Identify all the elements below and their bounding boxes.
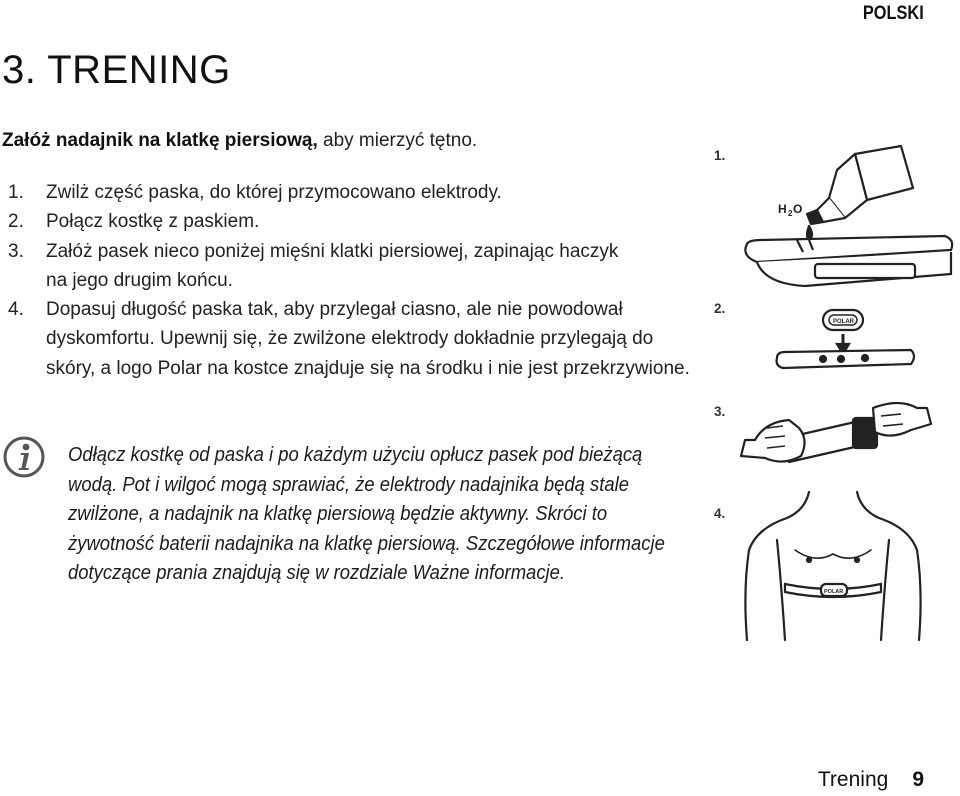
intro-text bbox=[2, 130, 477, 152]
step-text: Zwilż część paska, do której przymocowano elektrody. bbox=[46, 182, 502, 203]
step-text: Załóż pasek nieco poniżej mięśni klatki piersiowej, zapinając haczyk na jego drugim końcu. bbox=[46, 240, 619, 291]
water-label: H bbox=[778, 202, 787, 216]
footer-section-name: Trening bbox=[817, 768, 889, 791]
illustration-label-2: 2. bbox=[714, 301, 726, 316]
page-footer bbox=[818, 768, 924, 792]
strap-illustration-1 bbox=[745, 236, 952, 286]
polar-logo-top: POLAR bbox=[833, 319, 854, 325]
illustration-label-1: 1. bbox=[714, 148, 726, 163]
intro-rest: aby mierzyć tętno. bbox=[317, 130, 478, 151]
page-title: 3. TRENING bbox=[2, 48, 231, 92]
polar-logo-body: POLAR bbox=[824, 589, 844, 595]
step-item bbox=[8, 295, 696, 383]
step-item bbox=[8, 178, 668, 207]
connector-illustration bbox=[777, 310, 914, 368]
hands-illustration bbox=[741, 403, 931, 462]
step-number: 2. bbox=[8, 211, 24, 233]
strap-illustration bbox=[705, 140, 955, 650]
note-text: Odłącz kostkę od paska i po każdym użyciu opłucz pasek pod bieżącą wodą. Pot i wilgoć mogą sprawiać, że elektrody nadajnika będą stale zwilżone, a nadajnik na klatkę piersiową będzie aktywny. Skróci to żywotność baterii nadajnika na klatkę piersiową. Szczegółowe informacje dotyczące prania znajdują się w rozdziale Ważne informacje. bbox=[68, 443, 665, 584]
step-text: Połącz kostkę z paskiem. bbox=[46, 211, 260, 233]
step-item bbox=[8, 207, 668, 236]
svg-text:O: O bbox=[793, 202, 803, 216]
step-item bbox=[8, 237, 636, 296]
step-number: 4. bbox=[8, 299, 24, 321]
step-number: 1. bbox=[8, 182, 24, 203]
illustration-label-4: 4. bbox=[714, 506, 726, 521]
intro-bold: Załóż nadajnik na klatkę piersiową, bbox=[2, 130, 318, 151]
svg-text:2: 2 bbox=[788, 209, 793, 218]
page-number: 9 bbox=[912, 768, 924, 791]
step-text: Dopasuj długość paska tak, aby przylegał ciasno, ale nie powodował dyskomfortu. Upewnij się, że zwilżone elektrody dokładnie przylegają do skóry, a logo Polar na kostce znajduje się na środku i nie jest przekrzywione. bbox=[46, 299, 690, 379]
language-label: POLSKI bbox=[863, 3, 924, 24]
illustration-label-3: 3. bbox=[714, 404, 726, 419]
torso-illustration bbox=[745, 492, 920, 640]
step-number: 3. bbox=[8, 240, 24, 262]
info-icon bbox=[2, 435, 46, 479]
steps-list bbox=[8, 178, 690, 383]
water-bottle-illustration bbox=[807, 146, 913, 240]
